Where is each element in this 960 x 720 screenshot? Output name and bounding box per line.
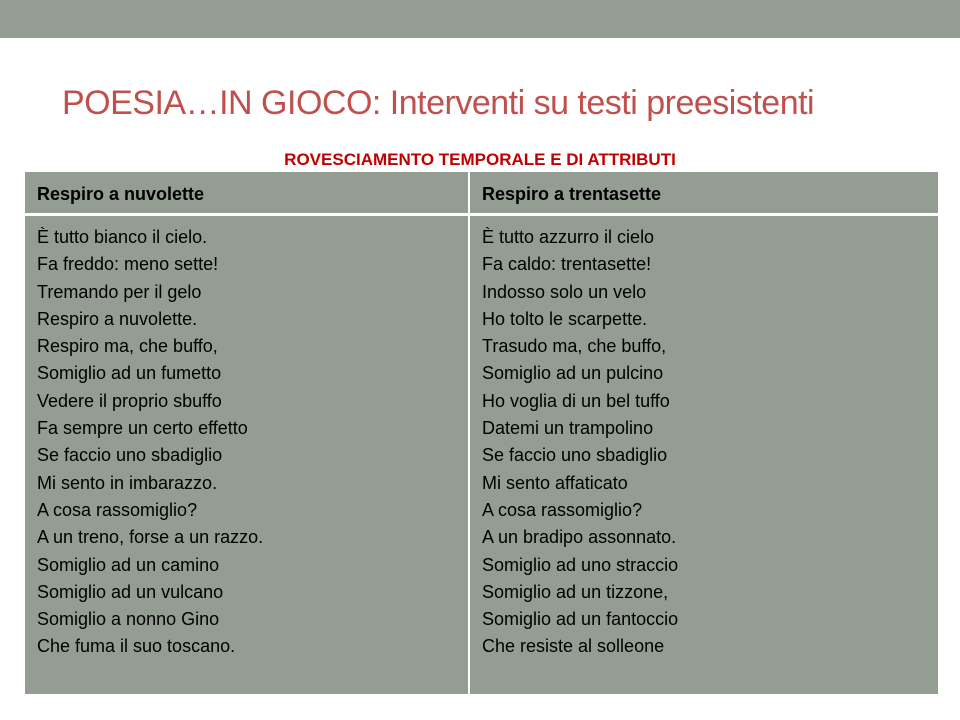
poem-line: Che resiste al solleone <box>482 636 665 657</box>
poem-line: A un bradipo assonnato. <box>482 527 677 548</box>
poem-line: A cosa rassomiglio? <box>37 499 198 520</box>
right-poem-cell <box>470 216 938 694</box>
poem-line: Tremando per il gelo <box>37 281 202 302</box>
poem-line: Indosso solo un velo <box>482 281 647 302</box>
poem-line: A cosa rassomiglio? <box>482 499 643 520</box>
poem-line: Ho voglia di un bel tuffo <box>482 390 670 411</box>
poem-line: Somiglio ad un tizzone, <box>482 581 669 602</box>
poem-line: È tutto bianco il cielo. <box>37 227 208 247</box>
slide-subtitle: ROVESCIAMENTO TEMPORALE E DI ATTRIBUTI <box>284 150 676 169</box>
table-header-right: Respiro a trentasette <box>470 172 938 216</box>
poem-line: È tutto azzurro il cielo <box>482 227 655 247</box>
poem-line: Fa caldo: trentasette! <box>482 254 652 275</box>
poem-comparison-table <box>25 172 938 694</box>
poem-line: Somiglio ad un vulcano <box>37 581 224 602</box>
table-header-left: Respiro a nuvolette <box>25 172 470 216</box>
poem-line: Se faccio uno sbadiglio <box>482 445 668 466</box>
poem-line: Fa sempre un certo effetto <box>37 418 248 439</box>
poem-line: Trasudo ma, che buffo, <box>482 336 667 357</box>
poem-line: Somiglio a nonno Gino <box>37 609 220 630</box>
poem-line: Somiglio ad un pulcino <box>482 363 664 384</box>
poem-line: Se faccio uno sbadiglio <box>37 445 223 466</box>
slide-title: POESIA…IN GIOCO: Interventi su testi preesistenti <box>62 84 815 122</box>
poem-line: Ho tolto le scarpette. <box>482 308 648 329</box>
poem-line: Mi sento affaticato <box>482 472 628 493</box>
poem-line: Che fuma il suo toscano. <box>37 636 236 657</box>
poem-line: Datemi un trampolino <box>482 418 654 439</box>
top-accent-bar <box>0 0 960 38</box>
poem-line: Vedere il proprio sbuffo <box>37 390 222 411</box>
poem-line: Mi sento in imbarazzo. <box>37 472 218 493</box>
poem-line: Somiglio ad un camino <box>37 554 220 575</box>
poem-line: Somiglio ad un fumetto <box>37 363 222 384</box>
poem-line: Somiglio ad un fantoccio <box>482 609 679 630</box>
left-poem-cell <box>25 216 470 694</box>
poem-line: Somiglio ad uno straccio <box>482 554 679 575</box>
poem-line: A un treno, forse a un razzo. <box>37 527 264 548</box>
poem-line: Fa freddo: meno sette! <box>37 254 219 275</box>
poem-line: Respiro ma, che buffo, <box>37 336 218 357</box>
poem-line: Respiro a nuvolette. <box>37 308 198 329</box>
